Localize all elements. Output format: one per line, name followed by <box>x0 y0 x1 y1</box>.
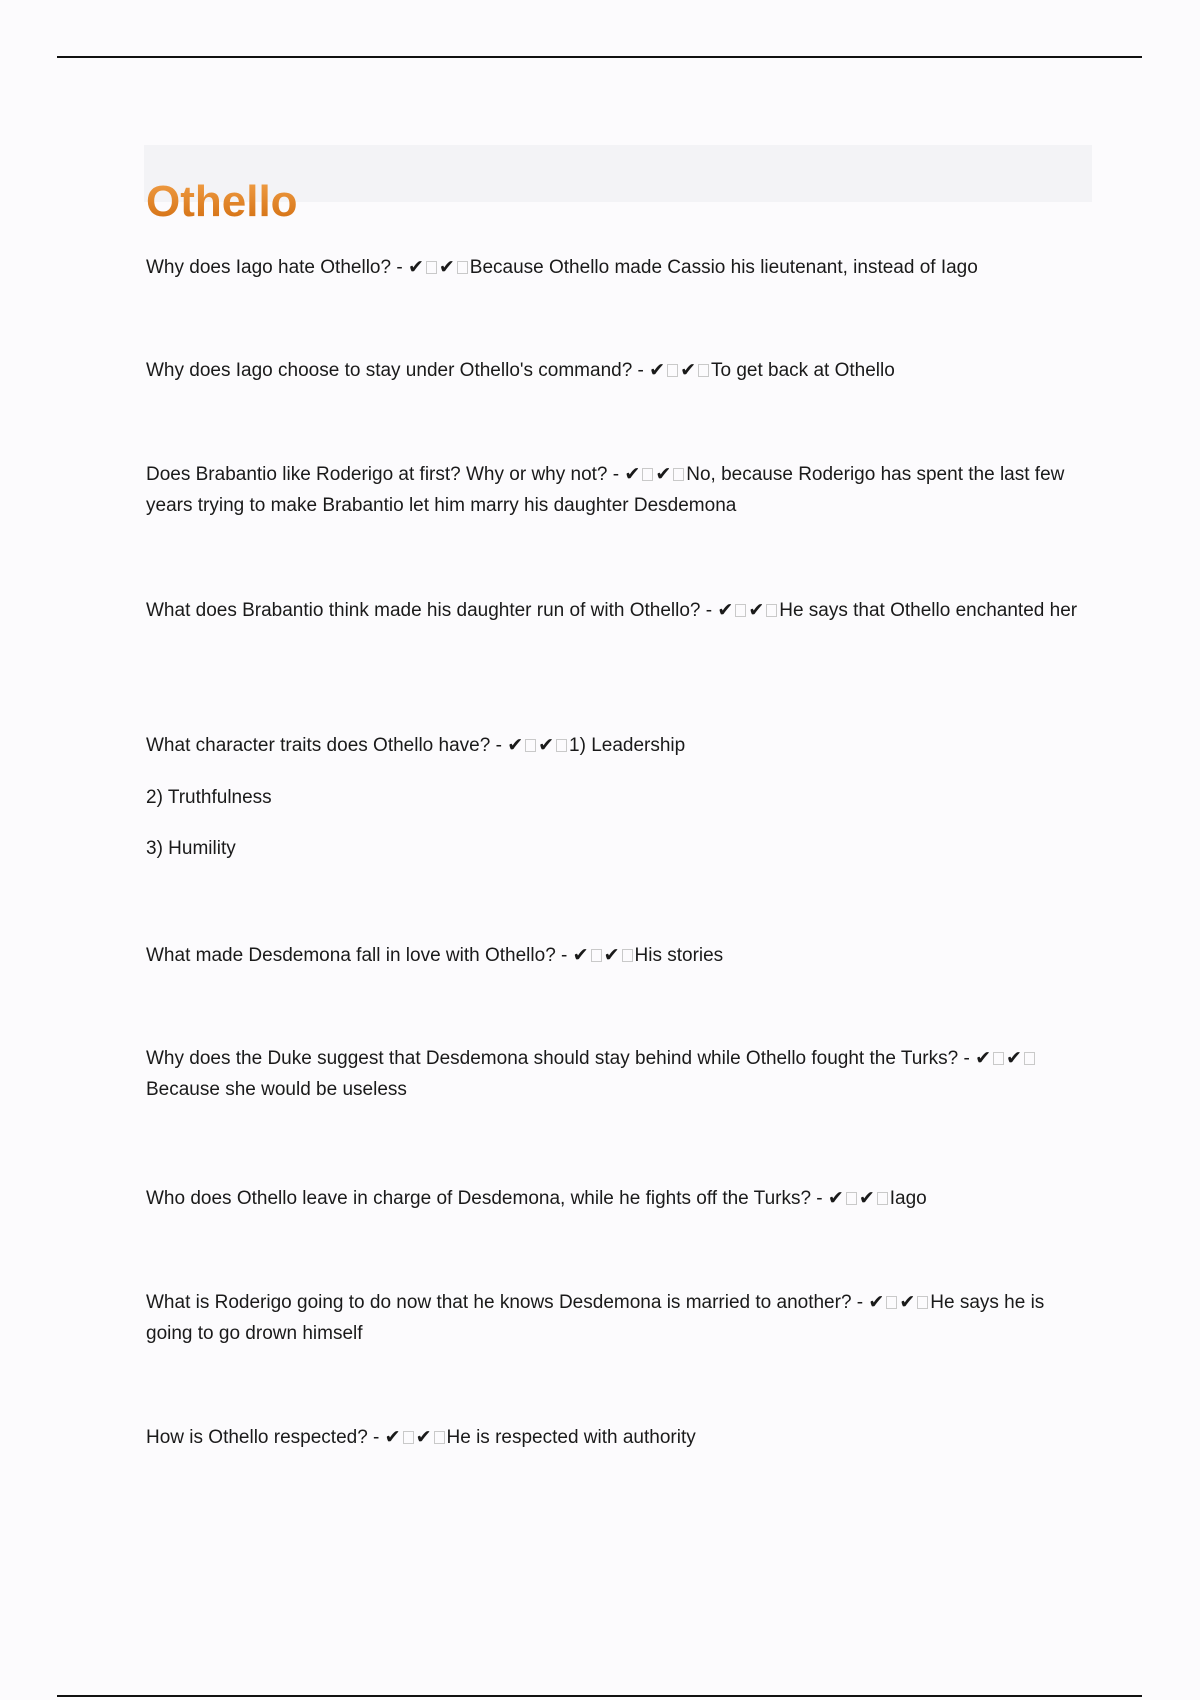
separator: - <box>490 735 508 756</box>
separator: - <box>811 1188 828 1209</box>
question-text: What made Desdemona fall in love with Othello? <box>146 945 556 966</box>
check-mark-icon: ✔ <box>438 256 455 278</box>
check-mark-icon: ✔ <box>1006 1047 1022 1069</box>
answer-continuation: 2) Truthfulness <box>146 787 272 808</box>
page-title: Othello <box>146 177 298 227</box>
answer-text: To get back at Othello <box>711 360 895 381</box>
missing-glyph-box-icon <box>642 468 653 481</box>
check-mark-icon: ✔ <box>748 599 765 621</box>
check-mark-icon: ✔ <box>655 463 672 485</box>
qa-item <box>146 1287 1086 1349</box>
qa-item <box>146 940 1086 971</box>
missing-glyph-box-icon <box>766 604 777 617</box>
separator: - <box>367 1427 385 1448</box>
check-mark-icon: ✔ <box>603 944 620 966</box>
missing-glyph-box-icon <box>917 1296 928 1309</box>
check-mark-icon: ✔ <box>407 256 424 278</box>
answer-text: He says he is going to go drown himself <box>146 1292 1045 1344</box>
qa-item <box>146 595 1086 626</box>
question-text: Why does the Duke suggest that Desdemona should stay behind while Othello fought the Turks? <box>146 1048 959 1069</box>
missing-glyph-box-icon <box>556 739 567 752</box>
question-text: How is Othello respected? <box>146 1427 368 1448</box>
check-mark-icon: ✔ <box>415 1426 432 1448</box>
answer-text: He is respected with authority <box>446 1427 696 1448</box>
question-text: What is Roderigo going to do now that he knows Desdemona is married to another? <box>146 1292 852 1313</box>
missing-glyph-box-icon <box>698 364 709 377</box>
separator: - <box>391 257 408 278</box>
question-text: What character traits does Othello have? <box>146 735 491 756</box>
check-mark-icon: ✔ <box>858 1187 875 1209</box>
top-rule <box>57 56 1142 58</box>
missing-glyph-box-icon <box>622 949 633 962</box>
qa-item <box>146 459 1086 521</box>
separator: - <box>851 1292 869 1313</box>
bottom-rule <box>57 1695 1142 1697</box>
separator: - <box>700 600 718 621</box>
check-mark-icon: ✔ <box>717 599 734 621</box>
question-text: Why does Iago choose to stay under Othello's command? <box>146 360 633 381</box>
check-mark-icon: ✔ <box>827 1187 844 1209</box>
missing-glyph-box-icon <box>877 1192 888 1205</box>
answer-text: Iago <box>889 1188 927 1209</box>
missing-glyph-box-icon <box>591 949 602 962</box>
qa-item <box>146 1183 1086 1214</box>
qa-item <box>146 730 1086 761</box>
qa-item <box>146 1422 1086 1453</box>
missing-glyph-box-icon <box>403 1431 414 1444</box>
check-mark-icon: ✔ <box>384 1426 401 1448</box>
check-mark-icon: ✔ <box>899 1291 916 1313</box>
missing-glyph-box-icon <box>457 261 468 274</box>
qa-item <box>146 1043 1086 1105</box>
missing-glyph-box-icon <box>1024 1052 1035 1065</box>
missing-glyph-box-icon <box>993 1052 1004 1065</box>
missing-glyph-box-icon <box>735 604 746 617</box>
answer-text: Because she would be useless <box>146 1079 407 1100</box>
answer-text: 1) Leadership <box>569 735 686 756</box>
question-text: Why does Iago hate Othello? <box>146 257 392 278</box>
check-mark-icon: ✔ <box>975 1047 992 1069</box>
missing-glyph-box-icon <box>525 739 536 752</box>
answer-text: No, because Roderigo has spent the last few years trying to make Brabantio let him marry his daughter Desdemona <box>146 464 1065 516</box>
missing-glyph-box-icon <box>667 364 678 377</box>
check-mark-icon: ✔ <box>649 359 666 381</box>
separator: - <box>607 464 625 485</box>
answer-text: His stories <box>634 945 724 966</box>
question-text: Who does Othello leave in charge of Desdemona, while he fights off the Turks? <box>146 1188 812 1209</box>
question-text: What does Brabantio think made his daughter run of with Othello? <box>146 600 701 621</box>
answer-text: He says that Othello enchanted her <box>779 600 1078 621</box>
qa-item <box>146 252 1086 283</box>
check-mark-icon: ✔ <box>868 1291 885 1313</box>
question-text: Does Brabantio like Roderigo at first? Why or why not? <box>146 464 608 485</box>
answer-text: Because Othello made Cassio his lieutenant, instead of Iago <box>469 257 978 278</box>
check-mark-icon: ✔ <box>572 944 589 966</box>
check-mark-icon: ✔ <box>680 359 697 381</box>
check-mark-icon: ✔ <box>538 734 555 756</box>
check-mark-icon: ✔ <box>624 463 641 485</box>
missing-glyph-box-icon <box>434 1431 445 1444</box>
check-mark-icon: ✔ <box>507 734 524 756</box>
separator: - <box>632 360 650 381</box>
missing-glyph-box-icon <box>673 468 684 481</box>
missing-glyph-box-icon <box>886 1296 897 1309</box>
missing-glyph-box-icon <box>426 261 437 274</box>
missing-glyph-box-icon <box>846 1192 857 1205</box>
separator: - <box>958 1048 976 1069</box>
answer-continuation: 3) Humility <box>146 838 236 859</box>
qa-item <box>146 355 1086 386</box>
separator: - <box>555 945 573 966</box>
